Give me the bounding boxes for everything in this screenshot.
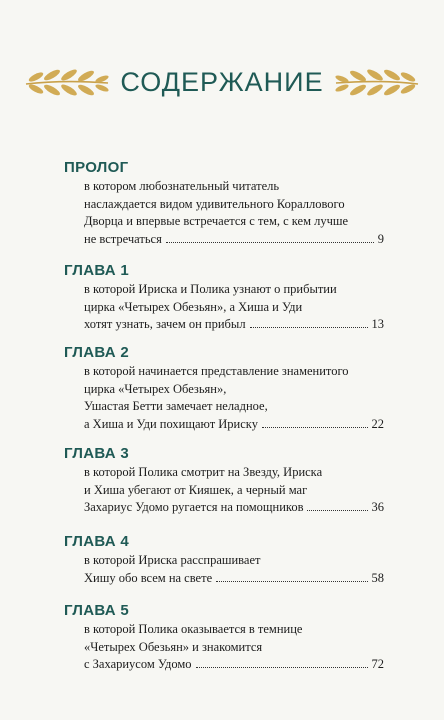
laurel-right-icon bbox=[334, 64, 422, 100]
description-last-line bbox=[84, 656, 384, 674]
toc-entry-prologue[interactable] bbox=[64, 158, 384, 261]
dot-leader bbox=[262, 427, 368, 428]
description-line: «Четырех Обезьян» и знакомится bbox=[84, 639, 263, 654]
description-line: и Хиша убегают от Кияшек, а черный маг bbox=[84, 482, 308, 497]
description-line: не встречаться bbox=[84, 231, 162, 246]
chapter-heading: ГЛАВА 1 bbox=[64, 262, 130, 279]
toc-entry-chapter-3[interactable] bbox=[64, 444, 384, 532]
description-last-line bbox=[84, 570, 384, 588]
description-line: Ушастая Бетти замечает неладное, bbox=[84, 399, 268, 413]
dot-leader bbox=[166, 242, 374, 243]
table-of-contents bbox=[64, 158, 384, 677]
description-line: в которой Полика оказывается в темнице bbox=[84, 622, 303, 636]
dot-leader bbox=[307, 510, 367, 511]
chapter-heading: ГЛАВА 3 bbox=[64, 445, 130, 462]
toc-entry-chapter-4[interactable] bbox=[64, 532, 384, 601]
chapter-description bbox=[84, 552, 384, 587]
page-number: 36 bbox=[371, 500, 384, 514]
description-line: Хишу обо всем на свете bbox=[84, 570, 213, 585]
description-line: в которой Ириска расспрашивает bbox=[84, 553, 261, 567]
description-line: в которой Ириска и Полика узнают о прибытии bbox=[84, 282, 337, 296]
page-number: 9 bbox=[377, 231, 384, 246]
chapter-description bbox=[84, 363, 384, 433]
dot-leader bbox=[250, 327, 368, 328]
description-line: а Хиша и Уди похищают Ириску bbox=[84, 416, 258, 431]
chapter-description bbox=[84, 464, 384, 517]
dot-leader bbox=[216, 581, 367, 582]
description-line: Дворца и впервые встречается с тем, с кем лучше bbox=[84, 214, 349, 228]
description-line: с Захариусом Удомо bbox=[84, 657, 192, 671]
description-last-line bbox=[84, 316, 384, 334]
description-line: в котором любознательный читатель bbox=[84, 179, 280, 193]
description-last-line bbox=[84, 231, 384, 249]
page-number: 13 bbox=[371, 317, 384, 331]
chapter-heading: ГЛАВА 5 bbox=[64, 602, 130, 619]
description-line: в которой начинается представление знаменитого bbox=[84, 364, 349, 378]
chapter-description bbox=[84, 281, 384, 334]
dot-leader bbox=[196, 667, 368, 668]
description-line: хотят узнать, зачем он прибыл bbox=[84, 317, 246, 331]
description-last-line bbox=[84, 499, 384, 517]
chapter-heading: ПРОЛОГ bbox=[64, 159, 129, 176]
toc-entry-chapter-2[interactable] bbox=[64, 343, 384, 444]
page-number: 72 bbox=[371, 657, 384, 671]
description-line: цирка «Четырех Обезьян», а Хиша и Уди bbox=[84, 299, 303, 314]
chapter-description bbox=[84, 621, 384, 674]
laurel-left-icon bbox=[22, 64, 110, 100]
page-number: 58 bbox=[371, 570, 384, 585]
description-line: цирка «Четырех Обезьян», bbox=[84, 381, 227, 396]
toc-entry-chapter-5[interactable] bbox=[64, 601, 384, 677]
description-line: наслаждается видом удивительного Кораллового bbox=[84, 196, 345, 211]
description-line: Захариус Удомо ругается на помощников bbox=[84, 500, 304, 514]
description-line: в которой Полика смотрит на Звезду, Ириска bbox=[84, 465, 323, 479]
toc-header bbox=[0, 62, 444, 102]
chapter-heading: ГЛАВА 2 bbox=[64, 344, 130, 361]
chapter-description bbox=[84, 178, 384, 248]
chapter-heading: ГЛАВА 4 bbox=[64, 533, 130, 550]
description-last-line bbox=[84, 416, 384, 434]
toc-entry-chapter-1[interactable] bbox=[64, 261, 384, 343]
page-title: СОДЕРЖАНИЕ bbox=[120, 66, 324, 97]
page-number: 22 bbox=[371, 416, 384, 431]
